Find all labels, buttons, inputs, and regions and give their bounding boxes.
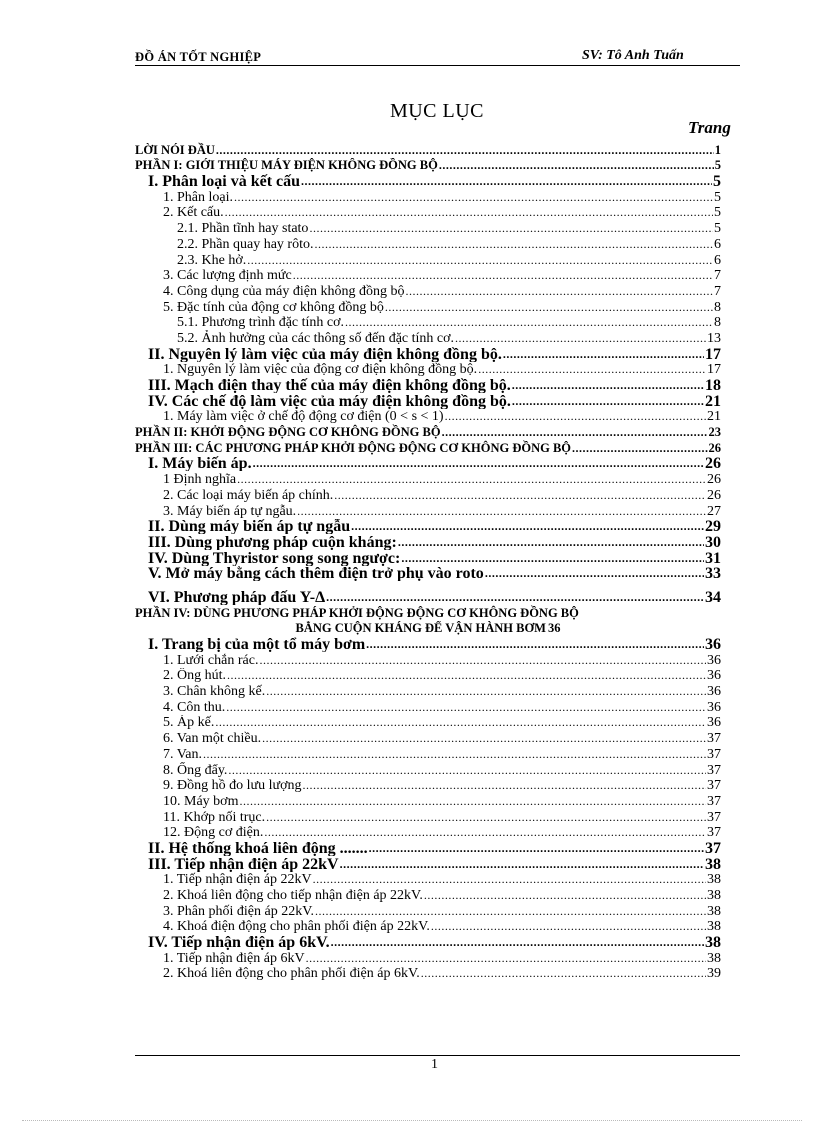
toc-entry-page: 7 [714,283,721,299]
toc-entry-page: 31 [705,549,721,566]
toc-entry [177,330,721,346]
toc-entry-title: 1. Máy làm việc ở chế độ động cơ điện (0 < s < 1) [163,409,444,425]
toc-entry [163,730,721,746]
toc-entry-page: 8 [714,299,721,315]
toc-entry-page: 37 [705,840,721,856]
toc-entry-title: 12. Động cơ điện. [163,825,264,841]
toc-entry-title: PHẦN II: KHỞI ĐỘNG ĐỘNG CƠ KHÔNG ĐỒNG BỘ [135,425,441,440]
toc-entry-page: 36 [707,652,721,668]
toc-entry-title: 1. Tiếp nhận điện áp 22kV [163,872,312,888]
toc-leader-dots [503,347,704,362]
toc-entry-page: 37 [707,825,721,841]
toc-entry [163,699,721,715]
toc-leader-dots [431,919,706,934]
toc-leader-dots [366,637,704,652]
toc-entry-title: 2. Ống hút. [163,668,226,684]
toc-entry [163,793,721,809]
toc-entry-page: 17 [707,362,721,378]
toc-entry [163,715,721,731]
toc-entry-page: 36 [707,668,721,684]
toc-leader-dots [313,872,706,887]
toc-entry-page: 38 [707,872,721,888]
toc-entry [135,424,721,440]
toc-entry-title: LỜI NÓI ĐẦU [135,142,215,157]
toc-entry [148,534,721,550]
toc-entry [135,605,721,621]
toc-entry-page: 13 [707,330,721,346]
toc-entry-page: 30 [705,534,721,550]
toc-leader-dots [445,409,706,424]
toc-leader-dots [315,904,706,919]
toc-entry-title: I. Máy biến áp. [148,455,252,472]
toc-entry [163,825,721,841]
toc-leader-dots [239,794,706,809]
toc-entry-title: 2. Khoá liên động cho phân phối điện áp 6kV. [163,966,420,982]
toc-leader-dots [478,362,706,377]
toc-entry [148,934,721,950]
toc-entry-page: 38 [707,919,721,935]
toc-entry-title: IV. Các chế độ làm việc của máy điện không đồng bộ. [148,393,511,409]
toc-leader-dots [215,715,706,730]
toc-entry [163,487,721,503]
footer-divider [135,1055,740,1056]
toc-entry-page: 36 [547,621,561,636]
toc-leader-dots [485,566,704,581]
toc-entry-title: 2.2. Phần quay hay rôto. [177,236,314,252]
toc-entry-page: 5 [714,158,721,173]
toc-entry [177,236,721,252]
toc-entry [163,809,721,825]
toc-entry-page: 23 [708,425,721,440]
toc-leader-dots [340,857,704,872]
toc-leader-dots [293,268,713,283]
toc-entry-page: 6 [714,236,721,252]
toc-entry-page: 5 [713,173,721,190]
toc-entry-title: 5.1. Phương trình đặc tính cơ. [177,315,345,331]
toc-entry [135,621,721,637]
toc-entry-page: 37 [707,809,721,825]
toc-leader-dots [228,763,706,778]
toc-entry-title: 1 Định nghĩa [163,472,237,488]
toc-leader-dots [266,810,706,825]
toc-entry [163,471,721,487]
toc-entry-title: II. Dùng máy biến áp tự ngẫu [148,518,351,535]
toc-entry-title: III. Dùng phương pháp cuộn kháng: [148,534,397,550]
toc-entry-title: II. Hệ thống khoá liên động ....... [148,840,368,856]
toc-entry [163,950,721,966]
toc-entry [148,550,721,566]
toc-entry-title: 4. Côn thu. [163,699,226,715]
toc-entry-page: 21 [707,409,721,425]
toc-entry-page: 38 [705,855,721,872]
toc-entry-title: PHẦN I: GIỚI THIỆU MÁY ĐIỆN KHÔNG ĐỒNG BỘ [135,158,438,173]
toc-entry-title: 3. Các lượng định mức [163,268,292,284]
toc-leader-dots [424,888,706,903]
toc-entry-page: 36 [707,715,721,731]
toc-leader-dots [401,551,704,566]
toc-entry-title: PHẦN IV: DÙNG PHƯƠNG PHÁP KHỞI ĐỘNG ĐỘNG CƠ KHÔNG ĐỒNG BỘ [135,605,579,620]
toc-entry-page: 37 [707,746,721,762]
header-divider [135,65,740,66]
toc-entry [148,346,721,362]
table-of-contents [0,142,816,981]
toc-entry-page: 5 [714,205,721,221]
toc-entry-title: 5. Đặc tính của động cơ không đồng bộ [163,299,384,315]
toc-entry-page: 29 [705,518,721,535]
toc-entry [163,652,721,668]
toc-leader-dots [439,158,714,173]
toc-entry [163,903,721,919]
toc-leader-dots [455,331,706,346]
toc-leader-dots [302,778,706,793]
page-title: MỤC LỤC [389,100,485,122]
toc-leader-dots [334,488,706,503]
toc-leader-dots [314,237,713,252]
toc-entry-title: IV. Tiếp nhận điện áp 6kV. [148,934,330,951]
toc-entry-page: 37 [707,731,721,747]
toc-entry [163,409,721,425]
toc-entry-title: 3. Chân không kế. [163,684,266,700]
toc-entry [163,919,721,935]
toc-entry-page: 8 [714,315,721,331]
toc-entry-title: I. Phân loại và kết cấu [148,173,301,190]
toc-leader-dots [331,935,704,950]
toc-entry [148,856,721,872]
toc-entry [163,503,721,519]
toc-entry-title: 3. Phân phối điện áp 22kV. [163,903,315,919]
toc-entry-title: V. Mở máy bằng cách thêm điện trở phụ vào roto [148,565,484,582]
toc-entry-page: 18 [705,377,721,393]
toc-entry-page: 26 [708,440,721,455]
toc-entry-title: 9. Đồng hồ đo lưu lượng [163,778,302,794]
toc-entry-title: 2.3. Khe hở. [177,252,247,268]
toc-leader-dots [264,825,706,840]
toc-entry-title: 2.1. Phần tĩnh hay stato [177,221,309,237]
toc-entry [148,456,721,472]
toc-leader-dots [216,143,714,158]
toc-leader-dots [442,425,708,440]
toc-entry-page: 26 [705,455,721,472]
toc-leader-dots [253,456,704,471]
toc-entry-page: 37 [707,793,721,809]
toc-entry-title: III. Mạch điện thay thế của máy điện không đồng bộ. [148,377,511,393]
toc-entry-title: 6. Van một chiều. [163,731,262,747]
toc-entry-page: 17 [705,345,721,362]
toc-entry-title: I. Trang bị của một tổ máy bơm [148,636,366,652]
toc-entry-title: 1. Phân loại. [163,189,233,205]
toc-entry-title: 4. Công dụng của máy điện không đồng bộ [163,283,405,299]
toc-leader-dots [297,504,706,519]
toc-entry-title: 5. Áp kế. [163,715,215,731]
toc-entry [163,683,721,699]
toc-entry-page: 34 [705,589,721,605]
toc-entry-page: 5 [714,189,721,205]
toc-leader-dots [259,653,706,668]
toc-entry-title: 2. Khoá liên động cho tiếp nhận điện áp 22kV. [163,888,423,903]
toc-leader-dots [351,519,704,534]
toc-entry-title: IV. Dùng Thyristor song song ngược: [148,549,401,566]
toc-entry [148,519,721,535]
toc-entry-title: VI. Phương pháp đấu Y-Δ [148,589,326,605]
toc-entry-page: 36 [707,684,721,700]
toc-leader-dots [262,731,706,746]
toc-entry-title: 4. Khoá điện động cho phân phối điện áp 22kV. [163,919,430,935]
toc-leader-dots [301,174,712,189]
toc-entry-page: 37 [707,778,721,794]
toc-entry [148,566,721,582]
toc-entry-page: 21 [705,393,721,409]
toc-entry-page: 38 [707,950,721,966]
toc-leader-dots [421,966,706,981]
toc-entry-title: 7. Van. [163,746,203,762]
toc-entry [177,315,721,331]
toc-entry [177,252,721,268]
toc-entry [148,173,721,189]
toc-entry-title: 1. Lưới chắn rác. [163,652,259,668]
toc-entry-title: 2. Các loại máy biến áp chính. [163,487,334,503]
toc-leader-dots [572,441,708,456]
toc-entry-page: 36 [707,699,721,715]
toc-leader-dots [203,747,706,762]
toc-entry [135,158,721,174]
toc-leader-dots [512,378,704,393]
toc-entry-title: 8. Ống đẩy. [163,762,228,778]
toc-entry-title: 1. Tiếp nhận điện áp 6kV [163,950,305,966]
toc-leader-dots [247,253,713,268]
toc-entry-title: 10. Máy bơm [163,793,239,809]
toc-entry [148,589,721,605]
toc-entry-title: III. Tiếp nhận điện áp 22kV [148,855,339,872]
toc-entry [148,636,721,652]
toc-leader-dots [234,190,713,205]
toc-entry-page: 38 [707,903,721,919]
toc-entry-title: BẰNG CUỘN KHÁNG ĐỂ VẬN HÀNH BƠM [295,621,546,636]
toc-leader-dots [405,284,713,299]
toc-entry [148,393,721,409]
toc-entry-page: 38 [705,934,721,951]
toc-entry [163,762,721,778]
toc-leader-dots [225,205,713,220]
toc-entry-page: 1 [714,142,721,157]
toc-entry-title: 5.2. Ảnh hưởng của các thông số đến đặc tính cơ. [177,330,455,346]
toc-entry [177,220,721,236]
toc-entry [163,668,721,684]
toc-leader-dots [512,394,704,409]
toc-leader-dots [237,472,706,487]
toc-entry-page: 26 [707,472,721,488]
footer-page-number: 1 [431,1057,438,1072]
toc-entry-title: 1. Nguyên lý làm việc của động cơ điện không đồng bộ. [163,362,478,378]
page-bottom-border [22,1120,802,1121]
toc-entry [163,362,721,378]
toc-leader-dots [326,590,704,605]
page-column-label: Trang [688,118,731,137]
toc-leader-dots [266,684,706,699]
toc-entry-page: 39 [707,966,721,982]
toc-entry-page: 5 [714,221,721,237]
toc-leader-dots [385,300,713,315]
toc-entry [163,778,721,794]
toc-entry [163,887,721,903]
toc-entry [163,268,721,284]
toc-entry [163,189,721,205]
toc-entry-page: 38 [707,888,721,903]
toc-entry-title: II. Nguyên lý làm việc của máy điện không đồng bộ. [148,345,502,362]
toc-leader-dots [345,315,713,330]
toc-entry [163,283,721,299]
toc-entry [135,142,721,158]
toc-entry [135,440,721,456]
toc-entry [148,840,721,856]
toc-leader-dots [227,668,706,683]
toc-entry [163,966,721,982]
toc-entry-page: 7 [714,268,721,284]
toc-leader-dots [306,951,706,966]
toc-leader-dots [369,841,704,856]
toc-entry-page: 36 [705,636,721,652]
toc-entry-title: 11. Khớp nối trục. [163,809,266,825]
toc-entry-page: 27 [707,503,721,519]
header-left: ĐỒ ÁN TỐT NGHIỆP [135,50,262,64]
toc-entry [163,746,721,762]
toc-entry-page: 37 [707,762,721,778]
toc-entry-page: 6 [714,252,721,268]
toc-entry-title: 3. Máy biến áp tự ngẫu. [163,503,297,519]
toc-entry [163,299,721,315]
toc-entry-page: 26 [707,487,721,503]
toc-entry [148,377,721,393]
toc-entry-title: PHẦN III: CÁC PHƯƠNG PHÁP KHỞI ĐỘNG ĐỘNG CƠ KHÔNG ĐỒNG BỘ [135,440,571,455]
toc-entry [163,205,721,221]
toc-leader-dots [226,700,706,715]
toc-entry-title: 2. Kết cấu. [163,205,224,221]
header-right: SV: Tô Anh Tuấn [582,48,684,63]
toc-entry-page: 33 [705,565,721,582]
toc-leader-dots [309,221,713,236]
toc-entry [163,872,721,888]
toc-leader-dots [398,535,704,550]
